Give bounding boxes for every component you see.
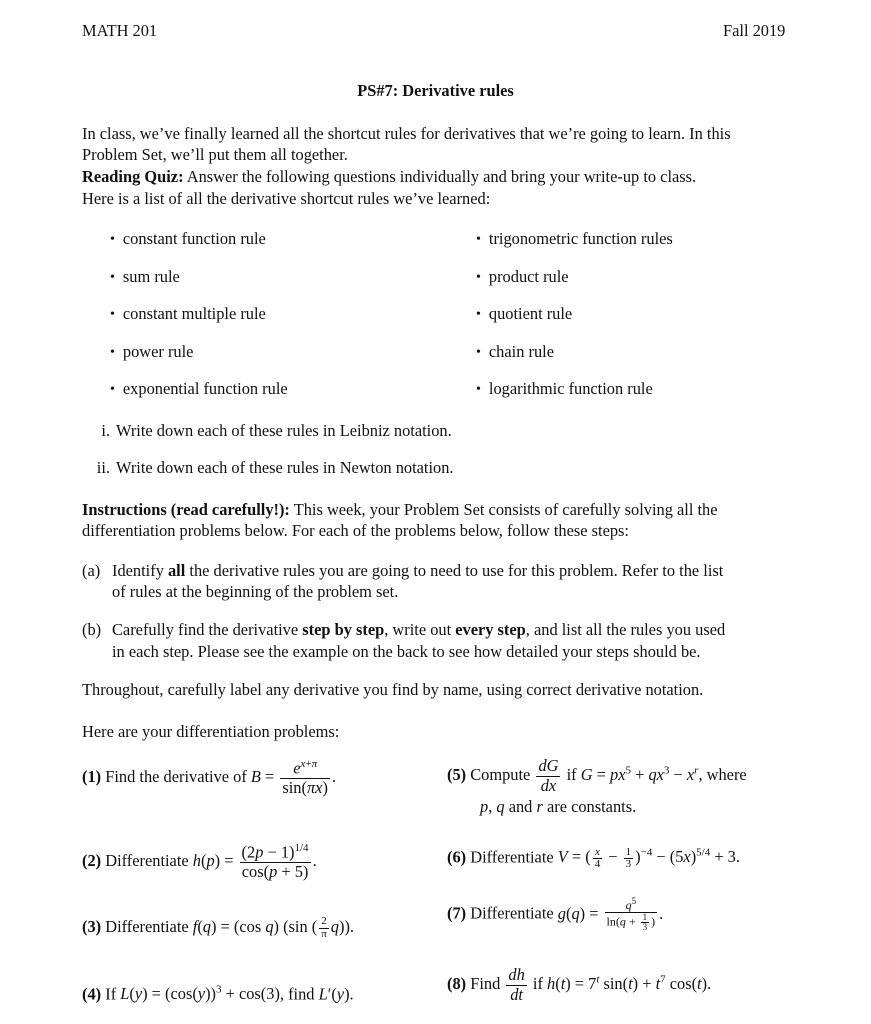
instructions-label: Instructions (read carefully!): — [82, 500, 290, 519]
step-b-line-1: Carefully find the derivative step by step, write out every step, and list all the rules you used — [112, 620, 726, 639]
page-title: PS#7: Derivative rules — [357, 81, 514, 100]
reading-quiz-text: Answer the following questions individually and bring your write-up to class. — [183, 167, 697, 186]
reading-quiz-label: Reading Quiz: — [82, 167, 184, 186]
list-item: • trigonometric function rules — [476, 229, 673, 248]
bullet-icon: • — [476, 307, 481, 322]
rules-list-intro: Here is a list of all the derivative shortcut rules we’ve learned: — [82, 189, 491, 208]
bullet-icon: • — [110, 270, 115, 285]
roman-item-1: i. Write down each of these rules in Leibniz notation. — [101, 421, 452, 440]
bullet-icon: • — [476, 345, 481, 360]
step-a-line-2: of rules at the beginning of the problem set. — [112, 582, 399, 601]
intro-line-2: Problem Set, we’ll put them all together. — [82, 145, 348, 164]
list-item: • exponential function rule — [110, 379, 288, 398]
problem-3: (3) Differentiate f(q) = (cos q) (sin ( $\frac{2}{\pi}$ q)). — [82, 915, 354, 940]
bullet-icon: • — [476, 270, 481, 285]
step-a-line-1: Identify all the derivative rules you are going to need to use for this problem. Refer to the list — [112, 561, 724, 580]
step-a-label: (a) — [82, 561, 101, 580]
list-item: • chain rule — [476, 342, 554, 361]
bullet-icon: • — [110, 382, 115, 397]
problem-5: (5) Compute $\frac{dG}{dx}$ if $G = px^5 + qx^3 - x^r$, where — [447, 756, 747, 795]
step-b-line-2: in each step. Please see the example on the back to see how detailed your steps should be. — [112, 642, 701, 661]
bullet-icon: • — [476, 232, 481, 247]
problem-8: (8) Find $\frac{dh}{dt}$ if $h(t) = 7^t$ $\sin(t) + t^7$ cos(t). — [447, 965, 712, 1004]
list-item: • power rule — [110, 342, 194, 361]
list-item: • constant multiple rule — [110, 304, 266, 323]
problems-intro: Here are your differentiation problems: — [82, 722, 340, 741]
bullet-icon: • — [110, 307, 115, 322]
bullet-icon: • — [110, 232, 115, 247]
instructions-line-2: differentiation problems below. For each of the problems below, follow these steps: — [82, 521, 629, 540]
list-item: • product rule — [476, 267, 569, 286]
step-b-label: (b) — [82, 620, 102, 639]
problem-6: (6) Differentiate V = ( $\frac{x}{4}$ − $\frac{1}{3}$ )$^{-4} - (5x)^{5/4} + 3$. — [447, 845, 740, 871]
problem-7: (7) Differentiate g(q) = $q^5$ ln(q + $\frac{1}{3}$ ) . — [447, 896, 664, 933]
problem-5-line-2: p, q and r are constants. — [480, 797, 637, 816]
course-label: MATH 201 — [82, 21, 158, 40]
roman-item-2: ii. Write down each of these rules in Newton notation. — [96, 458, 454, 477]
bullet-icon: • — [110, 345, 115, 360]
problem-2: (2) Differentiate h(p) = $\frac{(2p - 1)^{1/4}}{\cos(p + 5)}$ . — [82, 842, 317, 882]
intro-line-1: In class, we’ve finally learned all the shortcut rules for derivatives that we’re going to learn. In this — [82, 124, 731, 143]
throughout-note: Throughout, carefully label any derivative you find by name, using correct derivative notation. — [82, 680, 704, 699]
problem-4: (4) If $L(y) = (\cos(y))^3 + \cos(3)$, find L′(y). — [82, 984, 354, 1004]
list-item: • sum rule — [110, 267, 180, 286]
problem-1: (1) Find the derivative of B = $\frac{e^{x+\pi}}{\sin(\pi x)}$ . — [82, 758, 337, 798]
instructions-line-1: Instructions (read carefully!): This week, your Problem Set consists of carefully solving all the — [82, 500, 718, 519]
list-item: • quotient rule — [476, 304, 573, 323]
bullet-icon: • — [476, 382, 481, 397]
reading-quiz-line — [82, 167, 696, 187]
list-item: • constant function rule — [110, 229, 266, 248]
term-label: Fall 2019 — [723, 21, 786, 40]
list-item: • logarithmic function rule — [476, 379, 653, 398]
